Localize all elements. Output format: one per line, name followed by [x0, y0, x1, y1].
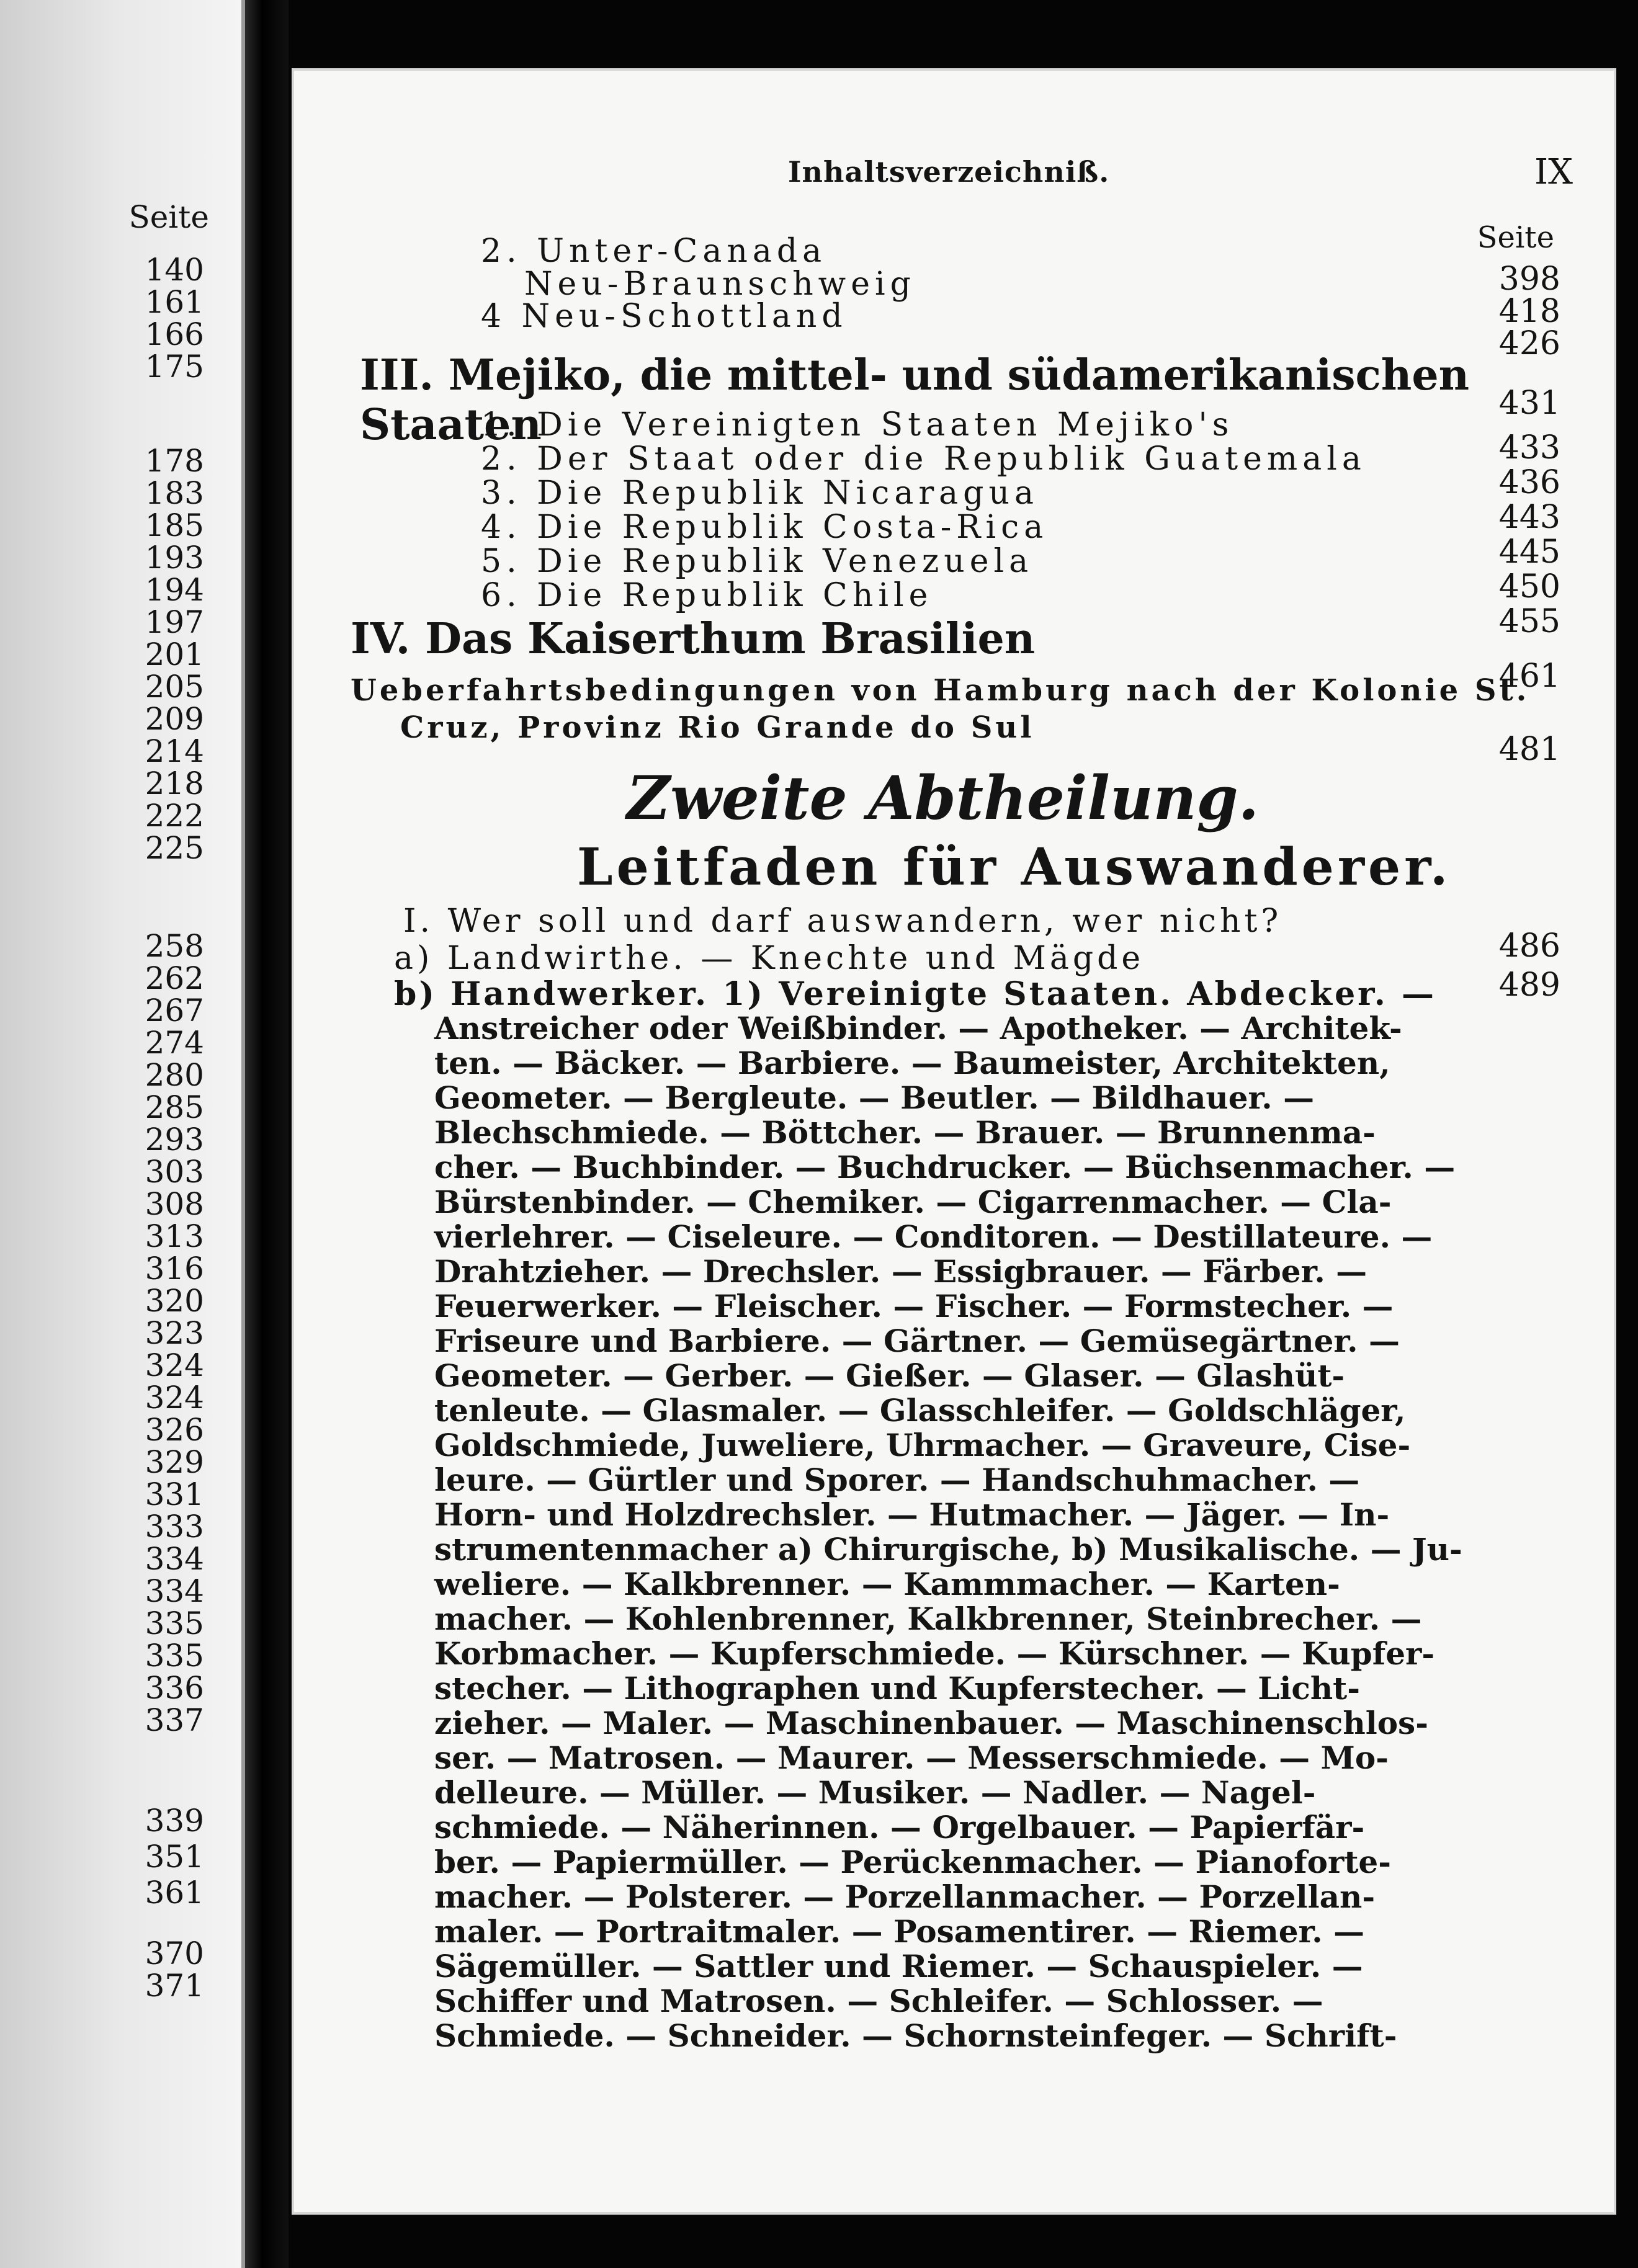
- left-page-number: 324: [145, 1347, 204, 1383]
- left-page-number: 339: [145, 1803, 204, 1839]
- craft-list-line: vierlehrer. — Ciseleure. — Conditoren. — Destillateure. —: [434, 1218, 1433, 1255]
- left-page-number: 209: [145, 701, 204, 737]
- book-gutter: [245, 0, 289, 2268]
- craft-list-line: leure. — Gürtler und Sporer. — Handschuhmacher. —: [434, 1462, 1360, 1498]
- toc-entry-b: b) Handwerker. 1) Vereinigte Staaten. Abdecker. —: [394, 975, 1436, 1013]
- left-page: [0, 0, 245, 2268]
- craft-list-line: Horn- und Holzdrechsler. — Hutmacher. — Jäger. — In-: [434, 1496, 1390, 1533]
- craft-list-line: macher. — Kohlenbrenner, Kalkbrenner, Steinbrecher. —: [434, 1601, 1422, 1637]
- left-page-number: 334: [145, 1541, 204, 1577]
- left-page-number: 193: [145, 540, 204, 576]
- left-page-number: 329: [145, 1444, 204, 1480]
- craft-list-line: maler. — Portraitmaler. — Posamentirer. — Riemer. —: [434, 1913, 1365, 1950]
- craft-list-line: Goldschmiede, Juweliere, Uhrmacher. — Graveure, Cise-: [434, 1427, 1411, 1463]
- section-iv-page: 461: [1498, 658, 1560, 695]
- craft-list-line: Geometer. — Bergleute. — Beutler. — Bildhauer. —: [434, 1079, 1315, 1116]
- craft-list-line: cher. — Buchbinder. — Buchdrucker. — Büchsenmacher. —: [434, 1149, 1456, 1185]
- part-heading: Zweite Abtheilung.: [627, 763, 1260, 833]
- left-page-number: 194: [145, 572, 204, 608]
- ueberfahrt-page: 481: [1498, 731, 1560, 768]
- craft-list-line: Schiffer und Matrosen. — Schleifer. — Schlosser. —: [434, 1983, 1323, 2019]
- left-page-number: 293: [145, 1122, 204, 1158]
- right-page: [292, 68, 1616, 2215]
- toc-page: 455: [1498, 603, 1560, 640]
- craft-list-line: Schmiede. — Schneider. — Schornsteinfeger. — Schrift-: [434, 2017, 1397, 2054]
- toc-entry: 6. Die Republik Chile: [481, 577, 933, 614]
- craft-list-line: delleure. — Müller. — Musiker. — Nadler. — Nagel-: [434, 1774, 1316, 1811]
- craft-list-line: Sägemüller. — Sattler und Riemer. — Schauspieler. —: [434, 1948, 1363, 1984]
- section-iii-page: 431: [1498, 385, 1560, 422]
- left-page-number: 336: [145, 1670, 204, 1706]
- left-page-number: 316: [145, 1251, 204, 1287]
- section-iii-title: III. Mejiko, die mittel- und südamerikanischen Staaten: [360, 350, 1470, 450]
- toc-entry-a: a) Landwirthe. — Knechte und Mägde: [394, 940, 1145, 977]
- toc-page: 445: [1498, 534, 1560, 571]
- left-page-number: 308: [145, 1186, 204, 1222]
- left-page-number: 225: [145, 830, 204, 866]
- left-page-number: 351: [145, 1839, 204, 1875]
- left-page-number: 333: [145, 1509, 204, 1545]
- left-page-number: 222: [145, 798, 204, 834]
- craft-list-line: stecher. — Lithographen und Kupferstecher. — Licht-: [434, 1670, 1361, 1707]
- part-subheading: Leitfaden für Auswanderer.: [577, 837, 1452, 897]
- toc-entry: 2. Unter-Canada: [481, 233, 827, 270]
- craft-list-line: Friseure und Barbiere. — Gärtner. — Gemüsegärtner. —: [434, 1323, 1400, 1359]
- craft-list-line: ser. — Matrosen. — Maurer. — Messerschmiede. — Mo-: [434, 1739, 1389, 1776]
- left-page-number: 334: [145, 1573, 204, 1609]
- toc-page: 418: [1498, 293, 1560, 330]
- toc-entry: 1. Die Vereinigten Staaten Mejiko's: [481, 406, 1234, 444]
- left-page-number: 280: [145, 1057, 204, 1093]
- left-page-number: 285: [145, 1089, 204, 1125]
- toc-entry: Neu-Braunschweig: [524, 266, 916, 303]
- running-head: Inhaltsverzeichniß.: [788, 155, 1110, 189]
- craft-list-line: Feuerwerker. — Fleischer. — Fischer. — Formstecher. —: [434, 1288, 1394, 1324]
- toc-page: 436: [1498, 464, 1560, 501]
- toc-page: 426: [1498, 325, 1560, 362]
- left-page-number: 185: [145, 507, 204, 543]
- toc-page-i: 486: [1498, 927, 1560, 965]
- craft-list-line: zieher. — Maler. — Maschinenbauer. — Maschinenschlos-: [434, 1705, 1428, 1741]
- toc-page: 433: [1498, 429, 1560, 467]
- craft-list: [434, 1010, 1462, 2054]
- left-page-number: 214: [145, 733, 204, 769]
- toc-page: 398: [1498, 261, 1560, 298]
- toc-entry: 4. Die Republik Costa-Rica: [481, 509, 1049, 546]
- left-page-number: 218: [145, 766, 204, 801]
- left-page-number: 140: [145, 252, 204, 288]
- craft-list-line: Geometer. — Gerber. — Gießer. — Glaser. — Glashüt-: [434, 1357, 1345, 1394]
- craft-list-line: schmiede. — Näherinnen. — Orgelbauer. — Papierfär-: [434, 1809, 1365, 1846]
- ueberfahrt-line-2: Cruz, Provinz Rio Grande do Sul: [400, 710, 1035, 745]
- craft-list-line: Korbmacher. — Kupferschmiede. — Kürschner. — Kupfer-: [434, 1635, 1435, 1672]
- toc-page: 443: [1498, 499, 1560, 536]
- left-page-number: 161: [145, 284, 204, 320]
- craft-list-line: tenleute. — Glasmaler. — Glasschleifer. — Goldschläger,: [434, 1392, 1406, 1429]
- toc-entry: 4 Neu-Schottland: [481, 298, 848, 335]
- left-page-number: 267: [145, 993, 204, 1029]
- left-seite-label: Seite: [128, 199, 209, 235]
- left-page-number: 303: [145, 1154, 204, 1190]
- left-page-number: 326: [145, 1412, 204, 1448]
- toc-entry-i: I. Wer soll und darf auswandern, wer nicht?: [403, 903, 1282, 940]
- left-page-number: 361: [145, 1875, 204, 1911]
- left-page-number: 371: [145, 1968, 204, 2004]
- left-page-number: 313: [145, 1218, 204, 1254]
- left-page-number: 337: [145, 1702, 204, 1738]
- left-page-number: 175: [145, 349, 204, 385]
- left-page-number: 262: [145, 960, 204, 996]
- left-page-number: 331: [145, 1476, 204, 1512]
- craft-list-line: Blechschmiede. — Böttcher. — Brauer. — Brunnenma-: [434, 1114, 1376, 1151]
- left-page-number: 178: [145, 443, 204, 479]
- left-page-number: 335: [145, 1638, 204, 1674]
- craft-list-line: macher. — Polsterer. — Porzellanmacher. — Porzellan-: [434, 1878, 1376, 1915]
- toc-page-a: 489: [1498, 967, 1560, 1004]
- left-page-number: 323: [145, 1315, 204, 1351]
- toc-entry: 3. Die Republik Nicaragua: [481, 475, 1039, 512]
- left-page-number: 166: [145, 316, 204, 352]
- left-page-number: 320: [145, 1283, 204, 1319]
- left-page-number: 197: [145, 604, 204, 640]
- left-page-number: 205: [145, 669, 204, 705]
- ueberfahrt-line-1: Ueberfahrtsbedingungen von Hamburg nach der Kolonie St.: [351, 673, 1530, 708]
- section-iv-title: IV. Das Kaiserthum Brasilien: [351, 614, 1036, 664]
- left-page-number: 258: [145, 928, 204, 964]
- left-page-number: 324: [145, 1380, 204, 1416]
- left-page-number: 370: [145, 1935, 204, 1971]
- left-page-number: 274: [145, 1025, 204, 1061]
- left-page-number: 183: [145, 475, 204, 511]
- left-page-number: 201: [145, 636, 204, 672]
- craft-list-line: Bürstenbinder. — Chemiker. — Cigarrenmacher. — Cla-: [434, 1184, 1392, 1220]
- toc-entry: 5. Die Republik Venezuela: [481, 543, 1034, 580]
- toc-page: 450: [1498, 568, 1560, 605]
- craft-list-line: Anstreicher oder Weißbinder. — Apotheker. — Architek-: [434, 1010, 1402, 1047]
- craft-list-line: weliere. — Kalkbrenner. — Kammmacher. — Karten-: [434, 1566, 1340, 1602]
- craft-list-line: ber. — Papiermüller. — Perückenmacher. — Pianoforte-: [434, 1844, 1391, 1880]
- left-page-number: 335: [145, 1605, 204, 1641]
- craft-list-line: ten. — Bäcker. — Barbiere. — Baumeister, Architekten,: [434, 1045, 1390, 1081]
- craft-list-line: Drahtzieher. — Drechsler. — Essigbrauer. — Färber. —: [434, 1253, 1367, 1290]
- seite-label: Seite: [1477, 220, 1554, 255]
- craft-list-line: strumentenmacher a) Chirurgische, b) Musikalische. — Ju-: [434, 1531, 1462, 1568]
- toc-entry: 2. Der Staat oder die Republik Guatemala: [481, 440, 1366, 478]
- page-number: IX: [1534, 152, 1573, 192]
